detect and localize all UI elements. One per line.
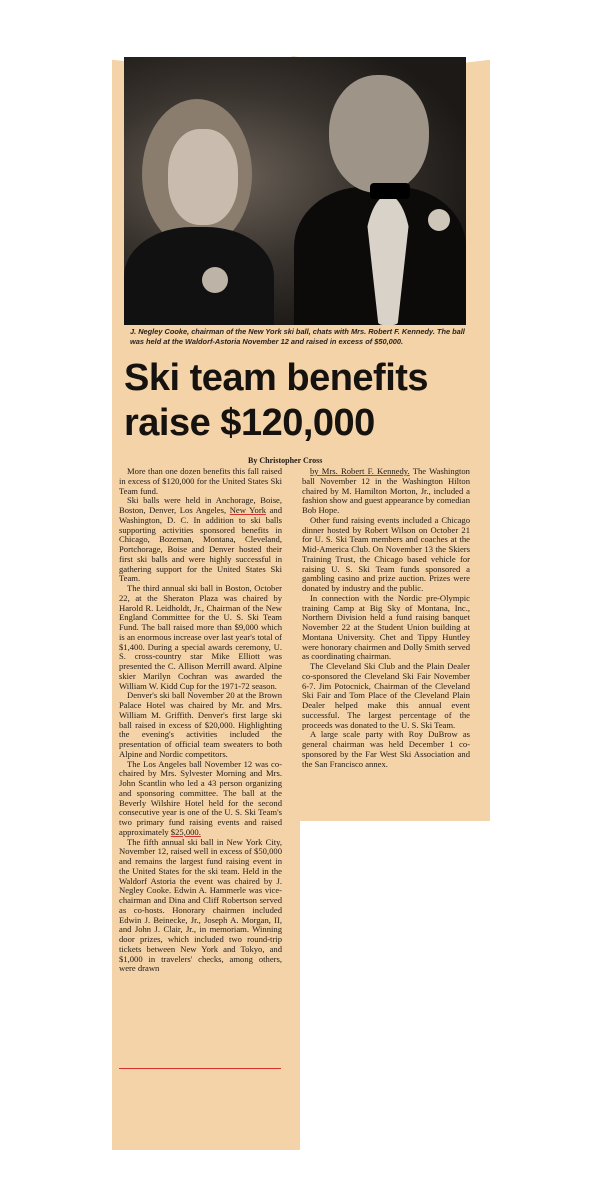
paragraph: More than one dozen benefits this fall raised in excess of $120,000 for the United States Ski Team fund. xyxy=(119,466,282,496)
woman-face xyxy=(168,129,238,225)
paragraph: In connection with the Nordic pre-Olympic training Camp at Big Sky of Montana, Inc., Northern Division held a fund raising banquet November 22 at the Student Union building at Montana University. Chet and Tippy Huntley were honorary chairmen and Dolly Smith served as coordinating chairman. xyxy=(302,592,470,662)
paragraph: The Cleveland Ski Club and the Plain Dealer co-sponsored the Cleveland Ski Fair November 6-7. Jim Potocnick, Chairman of the Cleveland Ski Fair and Tom Place of the Cleveland Plain Dealer helped make this annual event successful. The largest percentage of the proceeds was donated to the U. S. Ski Team. xyxy=(302,661,470,730)
underlined-text: $25,000. xyxy=(170,826,201,837)
man-head xyxy=(329,75,429,193)
underlined-text: New York xyxy=(229,505,266,515)
woman-dress xyxy=(124,227,274,325)
underlined-text: by Mrs. Robert F. Kennedy. xyxy=(310,466,410,476)
bow-tie xyxy=(370,183,410,199)
paragraph: The Los Angeles ball November 12 was co-chaired by Mrs. Sylvester Morning and Mrs. John Scantlin who led a 43 person organizing and sponsoring committee. The ball at the Beverly Wilshire Hotel held for the second consecutive year is one of the U. S. Ski Team's two primary fund raising events and raised approximately $25,000. xyxy=(119,758,282,837)
lapel-flower xyxy=(428,209,450,231)
paragraph: Other fund raising events included a Chicago dinner hosted by Robert Wilson on October 21 for U. S. Ski Team members and coaches at the Mid-America Club. On November 13 the Skiers Training Trust, the Chicago based vehicle for raising U. S. Ski Team funds sponsored a gambling casino and prize auction. Prizes were donated by industry and the public. xyxy=(302,514,470,593)
paragraph: by Mrs. Robert F. Kennedy. The Washington ball November 12 in the Washington Hilton chaired by M. Hamilton Morton, Jr., included a fashion show and guest appearance by comedian Bob Hope. xyxy=(302,466,470,515)
paragraph: The third annual ski ball in Boston, October 22, at the Sheraton Plaza was chaired by Harold R. Leidholdt, Jr., Chairman of the New England Committee for the U. S. Ski Team Fund. The ball raised more than $9,000 which is an enormous increase over last year's total of $1,400. During a special awards ceremony, U. S. cross-country star Mike Elliott was presented the C. Allison Merrill award. Alpine skier Marilyn Cochran was awarded the William W. Kidd Cup for the 1971-72 season. xyxy=(119,583,282,691)
headline-line-2: raise $120,000 xyxy=(124,402,375,444)
headline xyxy=(124,356,480,446)
pendant-brooch xyxy=(202,267,228,293)
news-photo xyxy=(124,57,466,325)
paragraph: Denver's ski ball November 20 at the Brown Palace Hotel was chaired by Mr. and Mrs. William M. Griffith. Denver's first large ski ball raised in excess of $20,000. Highlighting the evening's activities included the presentation of official team sweaters to both Alpine and Nordic competitors. xyxy=(119,690,282,759)
red-underline-mark xyxy=(119,1068,281,1069)
paragraph: Ski balls were held in Anchorage, Boise, Boston, Denver, Los Angeles, New York and Washington, D. C. In addition to ski balls supporting activities sponsored benefits in Chicago, Bozeman, Montana, Cleveland, Portchorage, Boise and Denver hosted their first ski balls and were highly successful in gathering support for the United States Ski Team. xyxy=(119,495,282,584)
article-column-right xyxy=(302,467,470,769)
byline: By Christopher Cross xyxy=(248,456,323,465)
paragraph: The fifth annual ski ball in New York City, November 12, raised well in excess of $50,000 and remains the largest fund raising event in the United States for the ski team. Held in the Waldorf Astoria the event was chaired by J. Negley Cooke. Edwin A. Hammerle was vice-chairman and Dina and Cliff Robertson served as co-hosts. Honorary chairmen included Edwin J. Beinecke, Jr., Joseph A. Morgan, II, and John J. Clair, Jr., in memoriam. Winning door prizes, which included two round-trip tickets between New York and Tokyo, and $1,000 in travelers' checks, among others, were drawn xyxy=(119,836,282,974)
headline-line-1: Ski team benefits xyxy=(124,357,429,399)
article-column-left xyxy=(119,467,282,974)
photo-caption: J. Negley Cooke, chairman of the New York ski ball, chats with Mrs. Robert F. Kennedy. The ball was held at the Waldorf-Astoria November 12 and raised in excess of $50,000. xyxy=(130,327,465,346)
paragraph: A large scale party with Roy DuBrow as general chairman was held December 1 co-sponsored by the Far West Ski Association and the San Francisco annex. xyxy=(302,729,470,769)
